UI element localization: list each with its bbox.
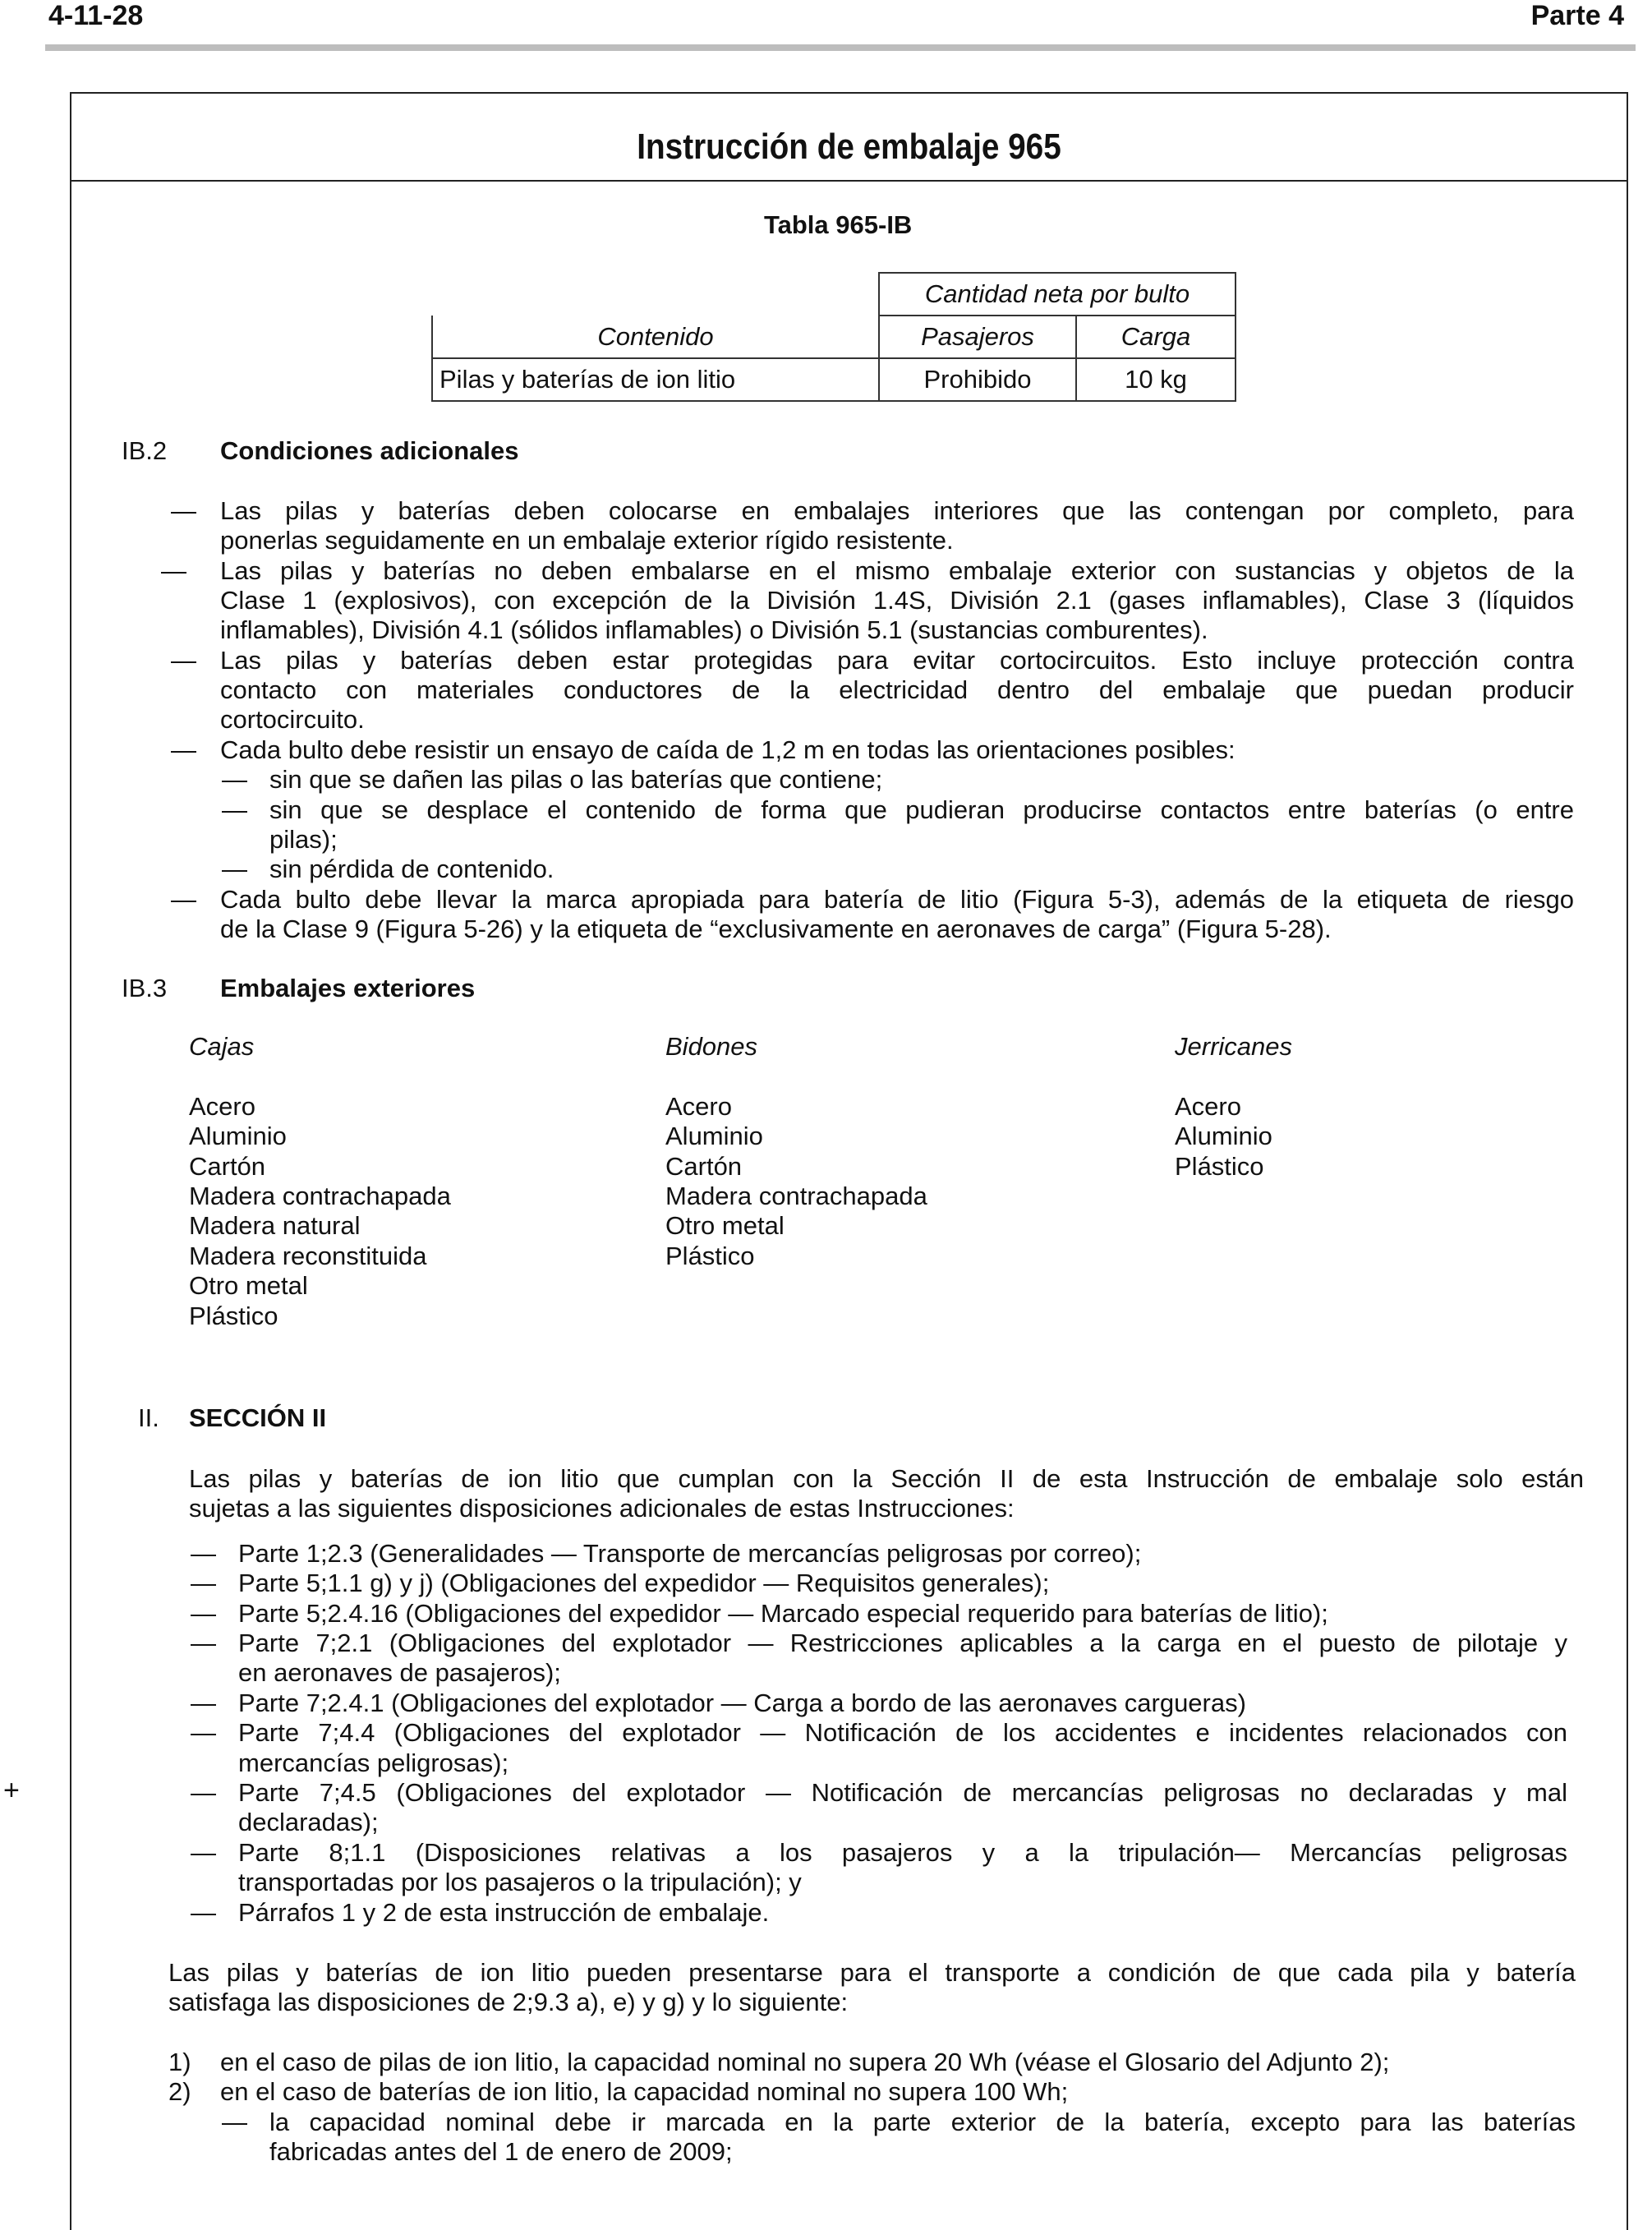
- table-header-pasajeros: Pasajeros: [879, 316, 1076, 358]
- paragraph-line: pilas);: [269, 825, 338, 854]
- section-number-ib2: IB.2: [122, 436, 168, 465]
- paragraph-line: Parte 7;4.4 (Obligaciones del explotador — Notificación de los accidentes e incidentes relacionados con: [238, 1718, 1567, 1747]
- page-title: Instrucción de embalaje 965: [637, 127, 1061, 167]
- list-item: Cartón: [189, 1152, 266, 1181]
- paragraph-line: Parte 7;2.1 (Obligaciones del explotador — Restricciones aplicables a la carga en el puesto de pilotaje y: [238, 1629, 1567, 1657]
- paragraph-line: Las pilas y baterías deben colocarse en embalajes interiores que las contengan por completo, para: [220, 496, 1574, 525]
- table-blank-cell: [432, 273, 879, 316]
- dash: —: [171, 885, 196, 914]
- dash: —: [191, 1539, 216, 1568]
- dash: —: [222, 2108, 247, 2136]
- paragraph-line: satisfaga las disposiciones de 2;9.3 a), e) y g) y lo siguiente:: [168, 1988, 849, 2016]
- paragraph-line: cortocircuito.: [220, 705, 365, 734]
- paragraph-line: sin pérdida de contenido.: [269, 855, 555, 883]
- paragraph-line: la capacidad nominal debe ir marcada en la parte exterior de la batería, excepto para las baterías: [269, 2108, 1576, 2136]
- paragraph-line: de la Clase 9 (Figura 5-26) y la etiqueta de “exclusivamente en aeronaves de carga” (Figura 5-28).: [220, 915, 1332, 943]
- page-number: 4-11-28: [48, 0, 144, 31]
- dash: —: [191, 1689, 216, 1717]
- paragraph-line: en el caso de baterías de ion litio, la capacidad nominal no supera 100 Wh;: [220, 2077, 1069, 2106]
- paragraph-line: sin que se dañen las pilas o las baterías que contiene;: [269, 765, 883, 794]
- paragraph-line: Parte 8;1.1 (Disposiciones relativas a los pasajeros y a la tripulación— Mercancías peligrosas: [238, 1838, 1567, 1867]
- paragraph-line: Clase 1 (explosivos), con excepción de la División 1.4S, División 2.1 (gases inflamables), Clase 3 (líquidos: [220, 586, 1574, 615]
- paragraph-line: ponerlas seguidamente en un embalaje exterior rígido resistente.: [220, 526, 954, 555]
- paragraph-line: Las pilas y baterías deben estar protegidas para evitar cortocircuitos. Esto incluye protección contra: [220, 646, 1574, 675]
- dash: —: [191, 1898, 216, 1927]
- paragraph-line: Las pilas y baterías no deben embalarse en el mismo embalaje exterior con sustancias y objetos de la: [220, 556, 1574, 585]
- section-heading-ii: SECCIÓN II: [189, 1403, 327, 1432]
- dash: —: [191, 1718, 216, 1747]
- paragraph-line: mercancías peligrosas);: [238, 1749, 509, 1777]
- table-cell-contenido: Pilas y baterías de ion litio: [432, 358, 879, 401]
- section-heading-ib2: Condiciones adicionales: [220, 436, 519, 465]
- paragraph-line: Las pilas y baterías de ion litio pueden presentarse para el transporte a condición de que cada pila y batería: [168, 1958, 1576, 1987]
- list-item: Otro metal: [189, 1271, 308, 1300]
- column-title-cajas: Cajas: [189, 1032, 255, 1061]
- table-caption: Tabla 965-IB: [764, 210, 913, 239]
- paragraph-line: transportadas por los pasajeros o la tripulación); y: [238, 1868, 802, 1896]
- list-item: Madera contrachapada: [665, 1182, 927, 1210]
- paragraph-line: Parte 5;2.4.16 (Obligaciones del expedidor — Marcado especial requerido para baterías de litio);: [238, 1599, 1328, 1628]
- column-title-bidones: Bidones: [665, 1032, 758, 1061]
- dash: —: [191, 1599, 216, 1628]
- dash: —: [171, 496, 196, 525]
- dash: —: [222, 855, 247, 883]
- paragraph-line: contacto con materiales conductores de la electricidad dentro del embalaje que puedan producir: [220, 675, 1574, 704]
- dash: —: [222, 765, 247, 794]
- paragraph-line: Parte 1;2.3 (Generalidades — Transporte de mercancías peligrosas por correo);: [238, 1539, 1142, 1568]
- paragraph-line: Parte 5;1.1 g) y j) (Obligaciones del expedidor — Requisitos generales);: [238, 1569, 1050, 1597]
- list-item: Madera reconstituida: [189, 1242, 427, 1270]
- table-cell-carga: 10 kg: [1076, 358, 1236, 401]
- paragraph-line: inflamables), División 4.1 (sólidos inflamables) o División 5.1 (sustancias comburentes).: [220, 615, 1208, 644]
- list-item: Aluminio: [665, 1122, 763, 1150]
- paragraph-line: declaradas);: [238, 1808, 379, 1836]
- dash: —: [161, 556, 186, 585]
- paragraph-line: Parte 7;4.5 (Obligaciones del explotador — Notificación de mercancías peligrosas no declaradas y mal: [238, 1778, 1567, 1807]
- paragraph-line: Párrafos 1 y 2 de esta instrucción de embalaje.: [238, 1898, 770, 1927]
- page-header: [45, 0, 1627, 33]
- title-rule: [71, 180, 1627, 182]
- list-item: Plástico: [1175, 1152, 1264, 1181]
- list-item: Cartón: [665, 1152, 743, 1181]
- paragraph-line: Las pilas y baterías de ion litio que cumplan con la Sección II de esta Instrucción de embalaje solo están: [189, 1464, 1584, 1493]
- dash: —: [191, 1569, 216, 1597]
- margin-plus-mark: +: [3, 1775, 20, 1806]
- list-item: Madera contrachapada: [189, 1182, 451, 1210]
- dash: —: [191, 1838, 216, 1867]
- paragraph-line: Cada bulto debe resistir un ensayo de caída de 1,2 m en todas las orientaciones posibles:: [220, 735, 1236, 764]
- dash: —: [191, 1629, 216, 1657]
- paragraph-line: en aeronaves de pasajeros);: [238, 1658, 561, 1687]
- list-number: 2): [168, 2077, 191, 2106]
- paragraph-line: sin que se desplace el contenido de forma que pudieran producirse contactos entre baterías (o entre: [269, 795, 1574, 824]
- column-title-jerricanes: Jerricanes: [1175, 1032, 1292, 1061]
- dash: —: [171, 646, 196, 675]
- list-item: Acero: [189, 1092, 255, 1121]
- list-item: Plástico: [665, 1242, 755, 1270]
- list-item: Aluminio: [189, 1122, 287, 1150]
- dash: —: [191, 1778, 216, 1807]
- list-item: Aluminio: [1175, 1122, 1272, 1150]
- paragraph-line: sujetas a las siguientes disposiciones adicionales de estas Instrucciones:: [189, 1494, 1015, 1523]
- dash: —: [171, 735, 196, 764]
- list-item: Plástico: [189, 1302, 278, 1330]
- header-rule: [45, 44, 1636, 51]
- table-cell-pasajeros: Prohibido: [879, 358, 1076, 401]
- part-label: Parte 4: [1530, 0, 1624, 31]
- list-item: Acero: [665, 1092, 732, 1121]
- paragraph-line: fabricadas antes del 1 de enero de 2009;: [269, 2137, 733, 2166]
- section-number-ii: II.: [138, 1403, 159, 1432]
- quantity-table: [431, 272, 1236, 402]
- paragraph-line: Cada bulto debe llevar la marca apropiada para batería de litio (Figura 5-3), además de la etiqueta de riesgo: [220, 885, 1574, 914]
- list-item: Acero: [1175, 1092, 1241, 1121]
- section-number-ib3: IB.3: [122, 974, 168, 1002]
- list-number: 1): [168, 2048, 191, 2076]
- table-header-contenido: Contenido: [432, 316, 879, 358]
- list-item: Madera natural: [189, 1211, 361, 1240]
- paragraph-line: Parte 7;2.4.1 (Obligaciones del explotador — Carga a bordo de las aeronaves cargueras): [238, 1689, 1246, 1717]
- table-group-header: Cantidad neta por bulto: [879, 273, 1236, 316]
- section-heading-ib3: Embalajes exteriores: [220, 974, 476, 1002]
- table-header-carga: Carga: [1076, 316, 1236, 358]
- dash: —: [222, 795, 247, 824]
- list-item: Otro metal: [665, 1211, 785, 1240]
- paragraph-line: en el caso de pilas de ion litio, la capacidad nominal no supera 20 Wh (véase el Glosario del Adjunto 2);: [220, 2048, 1390, 2076]
